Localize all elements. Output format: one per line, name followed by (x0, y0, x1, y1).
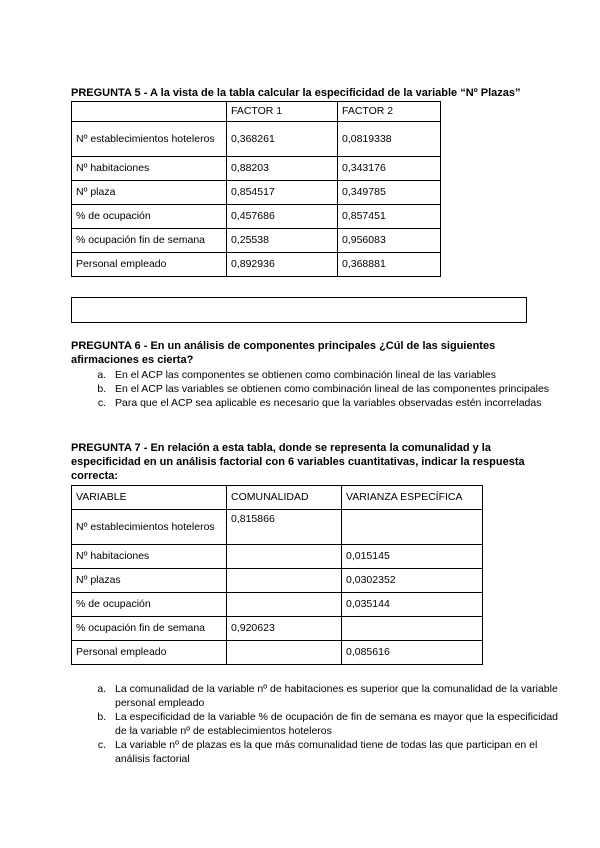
header-cell: FACTOR 2 (338, 102, 441, 122)
table-row (72, 122, 441, 157)
option-b[interactable]: b. En el ACP las variables se obtienen como combinación lineal de las componentes principales (109, 382, 557, 396)
question-5-title: PREGUNTA 5 - A la vista de la tabla calcular la especificidad de la variable “Nº Plazas” (71, 87, 521, 99)
table-row (72, 157, 441, 181)
table-cell: 0,854517 (227, 181, 338, 205)
table-cell: 0,368881 (338, 253, 441, 277)
table-cell (227, 641, 342, 665)
header-cell: COMUNALIDAD (227, 486, 342, 510)
option-a[interactable]: a. En el ACP las componentes se obtienen como combinación lineal de las variables (109, 368, 557, 382)
table-cell: % de ocupación (72, 593, 227, 617)
table-cell (227, 545, 342, 569)
table-row (72, 205, 441, 229)
table-cell: 0,368261 (227, 122, 338, 157)
table-cell: Nº habitaciones (72, 157, 227, 181)
table-cell (342, 617, 483, 641)
table-cell: 0,349785 (338, 181, 441, 205)
table-row (72, 641, 483, 665)
option-b[interactable]: b. La especificidad de la variable % de ocupación de fin de semana es mayor que la especificidad de la variable nº de establecimientos hoteleros (109, 710, 569, 738)
table-row (72, 253, 441, 277)
table-cell: 0,085616 (342, 641, 483, 665)
table-cell: % de ocupación (72, 205, 227, 229)
table-cell (342, 510, 483, 545)
table-cell: 0,015145 (342, 545, 483, 569)
option-c[interactable]: c. La variable nº de plazas es la que más comunalidad tiene de todas las que participan en el análisis factorial (109, 738, 569, 766)
table-cell: 0,857451 (338, 205, 441, 229)
table-row (72, 569, 483, 593)
table-cell: Personal empleado (72, 253, 227, 277)
table-cell: Nº establecimientos hoteleros (72, 510, 227, 545)
option-a[interactable]: a. La comunalidad de la variable nº de habitaciones es superior que la comunalidad de la variable personal empleado (109, 682, 569, 710)
question-6-title: PREGUNTA 6 - En un análisis de componentes principales ¿Cúl de las siguientes afirmaciones es cierta? (71, 340, 496, 366)
answer-box[interactable] (71, 297, 527, 323)
table-row (72, 229, 441, 253)
table-row (72, 617, 483, 641)
table-cell: 0,0819338 (338, 122, 441, 157)
table-cell: Nº establecimientos hoteleros (72, 122, 227, 157)
table-cell: 0,0302352 (342, 569, 483, 593)
question-7-title: PREGUNTA 7 - En relación a esta tabla, donde se representa la comunalidad y la especificidad en un análisis factorial con 6 variables cuantitativas, indicar la respuesta correcta: (71, 442, 525, 482)
table-cell (227, 593, 342, 617)
header-cell: FACTOR 1 (227, 102, 338, 122)
table-header-row (72, 486, 483, 510)
table-cell (227, 569, 342, 593)
factor-loadings-table (71, 101, 441, 277)
table-cell: Nº plazas (72, 569, 227, 593)
table-cell: 0,035144 (342, 593, 483, 617)
table-cell: 0,457686 (227, 205, 338, 229)
header-cell (72, 102, 227, 122)
table-cell: 0,892936 (227, 253, 338, 277)
table-cell: Nº plaza (72, 181, 227, 205)
table-cell: % ocupación fin de semana (72, 229, 227, 253)
question-7-options (71, 682, 569, 766)
question-6-options (71, 368, 557, 410)
table-cell: 0,25538 (227, 229, 338, 253)
table-cell: 0,343176 (338, 157, 441, 181)
table-cell: 0,956083 (338, 229, 441, 253)
header-cell: VARIABLE (72, 486, 227, 510)
table-cell: Nº habitaciones (72, 545, 227, 569)
table-row (72, 181, 441, 205)
table-header-row (72, 102, 441, 122)
table-cell: 0,815866 (227, 510, 342, 545)
table-cell: 0,88203 (227, 157, 338, 181)
table-row (72, 510, 483, 545)
option-c[interactable]: c. Para que el ACP sea aplicable es necesario que la variables observadas estén incorreladas (109, 396, 557, 410)
table-cell: % ocupación fin de semana (72, 617, 227, 641)
header-cell: VARIANZA ESPECÍFICA (342, 486, 483, 510)
table-row (72, 593, 483, 617)
table-cell: 0,920623 (227, 617, 342, 641)
table-row (72, 545, 483, 569)
table-cell: Personal empleado (72, 641, 227, 665)
communality-table (71, 485, 483, 665)
